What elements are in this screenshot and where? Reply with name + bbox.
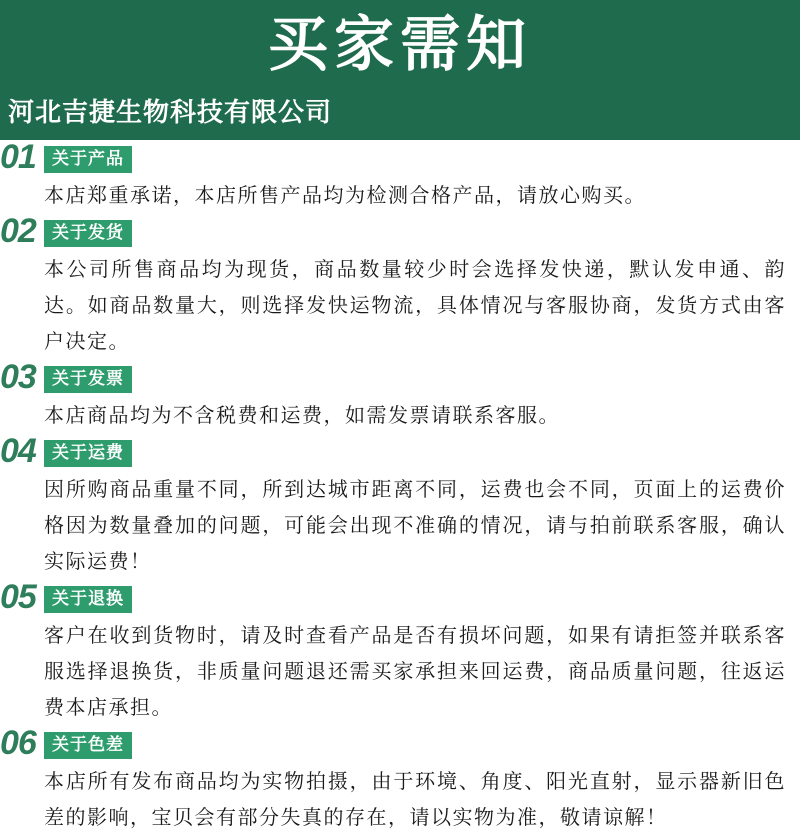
section-tag: 关于退换	[44, 586, 132, 613]
notice-section-1	[0, 138, 800, 214]
section-body: 本公司所售商品均为现货，商品数量较少时会选择发快递，默认发申通、韵达。如商品数量大，则选择发快运物流，具体情况与客服协商，发货方式由客户决定。	[44, 259, 786, 353]
section-tag: 关于运费	[44, 440, 132, 467]
section-header	[0, 724, 786, 762]
section-number: 03	[0, 358, 36, 396]
page-title: 买家需知	[268, 11, 532, 78]
company-name: 河北吉捷生物科技有限公司	[8, 97, 333, 127]
page-header	[0, 0, 800, 140]
section-number: 05	[0, 578, 36, 616]
section-tag: 关于产品	[44, 146, 132, 173]
section-body: 本店商品均为不含税费和运费，如需发票请联系客服。	[44, 405, 560, 427]
section-body: 客户在收到货物时，请及时查看产品是否有损坏问题，如果有请拒签并联系客服选择退换货，非质量问题退还需买家承担来回运费，商品质量问题，往返运费本店承担。	[44, 625, 786, 719]
section-number: 04	[0, 432, 36, 470]
notice-section-2	[0, 212, 800, 360]
section-tag: 关于色差	[44, 732, 132, 759]
section-number: 02	[0, 212, 36, 250]
section-header	[0, 212, 786, 250]
notice-section-6	[0, 724, 800, 836]
notice-section-4	[0, 432, 800, 580]
section-body: 因所购商品重量不同，所到达城市距离不同，运费也会不同，页面上的运费价格因为数量叠加的问题，可能会出现不准确的情况，请与拍前联系客服，确认实际运费！	[44, 479, 786, 573]
section-number: 01	[0, 138, 36, 176]
section-tag: 关于发票	[44, 366, 132, 393]
notice-section-3	[0, 358, 800, 434]
section-tag: 关于发货	[44, 220, 132, 247]
section-number: 06	[0, 724, 36, 762]
section-header	[0, 578, 786, 616]
section-header	[0, 358, 786, 396]
section-header	[0, 138, 786, 176]
section-body: 本店郑重承诺，本店所售产品均为检测合格产品，请放心购买。	[44, 185, 646, 207]
section-body: 本店所有发布商品均为实物拍摄，由于环境、角度、阳光直射，显示器新旧色差的影响，宝贝会有部分失真的存在，请以实物为准，敬请谅解！	[44, 771, 786, 829]
section-header	[0, 432, 786, 470]
notice-section-5	[0, 578, 800, 726]
notice-content	[0, 138, 800, 836]
